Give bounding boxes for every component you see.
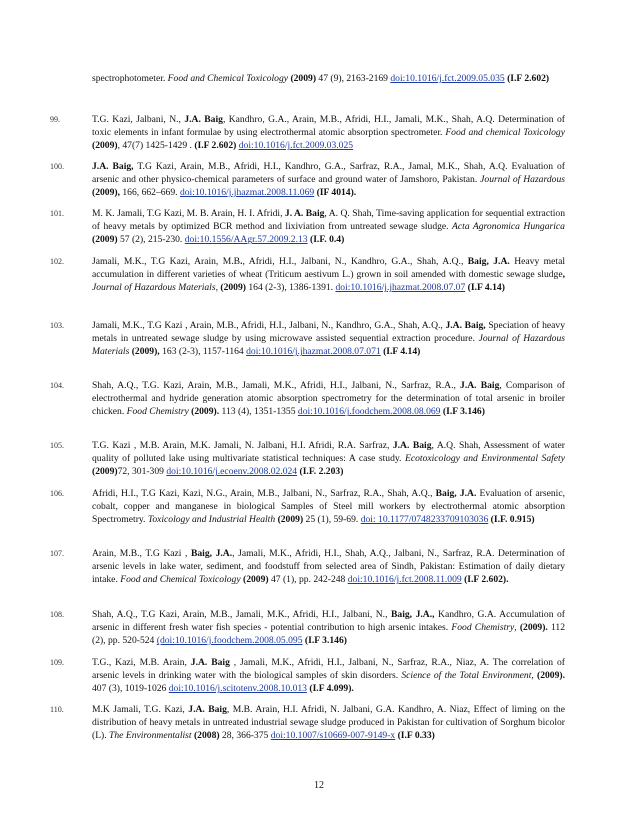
- doi-link[interactable]: doi:10.1007/s10669-007-9149-x: [270, 730, 396, 742]
- page-number: 12: [314, 780, 324, 791]
- reference-text: Afridi, H.I., T.G Kazi, Kazi, N.G., Arain, M.B., Jalbani, N., Sarfraz, R.A., Shah, A.Q., Baig, J.A. Evaluation of arsenic, cobalt, copper and manganese in biological Samples of Steel mill workers by electrothermal atomic absorption Spectrometry. Toxicology and Industrial Health (2009) 25 (1), 59-69. doi: 10.1177/0748233709103036 (I.F. 0.915): [92, 488, 565, 526]
- doi-link[interactable]: doi:10.1016/j.scitotenv.2008.10.013: [168, 683, 307, 695]
- reference-entry: [50, 160, 566, 200]
- reference-text: Arain, M.B., T.G Kazi , Baig, J.A., Jamali, M.K., Afridi, H.I., Shah, A.Q., Jalbani, N., Sarfraz, R.A. Determination of arsenic levels in lake water, sediment, and foodstuff from selected area of Sindh, Pakistan: Estimation of daily dietary intake. Food and Chemical Toxicology (2009) 47 (1), pp. 242-248 doi:10.1016/j.fct.2008.11.009 (I.F 2.602).: [92, 548, 565, 586]
- reference-entry: [50, 656, 565, 696]
- reference-entry: [50, 608, 566, 648]
- reference-text: Shah, A.Q., T.G. Kazi, Arain, M.B., Jamali, M.K., Afridi, H.I., Jalbani, N., Sarfraz, R.A., J.A. Baig, Comparison of electrothermal and hydride generation atomic absorption spectrometry for the determination of total arsenic in broiler chicken. Food Chemistry (2009). 113 (4), 1351-1355 doi:10.1016/j.foodchem.2008.08.069 (I.F 3.146): [92, 380, 565, 418]
- reference-entry: [50, 255, 565, 295]
- reference-number: 110.: [50, 705, 64, 714]
- reference-text: Jamali, M.K., T.G Kazi, Arain, M.B., Afridi, H.I., Jalbani, N., Kandhro, G.A., Shah, A.Q., Baig, J.A. Heavy metal accumulation in different varieties of wheat (Triticum aestivum L.) grown in soil amended with domestic sewage sludge, Journal of Hazardous Materials, (2009) 164 (2-3), 1386-1391. doi:10.1016/j.jhazmat.2008.07.07 (I.F 4.14): [92, 256, 565, 294]
- reference-number: 101.: [50, 209, 64, 218]
- doi-link[interactable]: doi:10.1016/j.ecoenv.2008.02.024: [166, 466, 298, 478]
- doi-link[interactable]: doi:10.1556/AAgr.57.2009.2.13: [184, 234, 308, 246]
- reference-number: 108.: [50, 610, 64, 619]
- reference-text: T.G. Kazi, Jalbani, N., J.A. Baig, Kandhro, G.A., Arain, M.B., Afridi, H.I., Jamali, M.K., Shah, A.Q. Determination of toxic elements in infant formulae by using electrothermal atomic absorption spectrometer. Food and chemical Toxicology (2009), 47(7) 1425-1429 . (I.F 2.602) doi:10.1016/j.fct.2009.03.025: [92, 114, 565, 152]
- reference-text: M.K Jamali, T.G. Kazi, J.A. Baig, M.B. Arain, H.I. Afridi, N. Jalbani, G.A. Kandhro, A. Niaz, Effect of liming on the distribution of heavy metals in untreated industrial sewage sludge produced in Pakistan for cultivation of Sorghum bicolor (L). The Environmentalist (2008) 28, 366-375 doi:10.1007/s10669-007-9149-x (I.F 0.33): [92, 704, 565, 742]
- reference-text: J.A. Baig, T.G Kazi, Arain, M.B., Afridi, H.I., Kandhro, G.A., Sarfraz, R.A., Jamal, M.K., Shah, A.Q. Evaluation of arsenic and other physico-chemical parameters of surface and ground water of Jamshoro, Pakistan. Journal of Hazardous (2009), 166, 662–669. doi:10.1016/j.jhazmat.2008.11.069 (IF 4014).: [92, 161, 566, 199]
- doi-link[interactable]: doi: 10.1177/0748233709103036: [360, 514, 489, 526]
- reference-entry: [50, 113, 565, 153]
- reference-entry: [50, 207, 566, 247]
- reference-number: 109.: [50, 658, 64, 667]
- reference-text: Jamali, M.K., T.G Kazi , Arain, M.B., Afridi, H.I., Jalbani, N., Kandhro, G.A., Shah, A.Q., J.A. Baig, Speciation of heavy metals in untreated sewage sludge by using microwave assisted sequential extraction procedure. Journal of Hazardous Materials (2009), 163 (2-3), 1157-1164 doi:10.1016/j.jhazmat.2008.07.071 (I.F 4.14): [92, 320, 566, 358]
- doi-link[interactable]: (doi:10.1016/j.foodchem.2008.05.095: [156, 635, 303, 647]
- doi-link[interactable]: doi:10.1016/j.foodchem.2008.08.069: [297, 406, 441, 418]
- reference-number: 103.: [50, 321, 64, 330]
- reference-number: 99.: [50, 115, 60, 124]
- reference-number: 102.: [50, 257, 64, 266]
- reference-entry: [92, 72, 565, 85]
- reference-entry: [50, 319, 566, 359]
- reference-entry: [50, 487, 565, 527]
- reference-entry: [50, 379, 565, 419]
- reference-text: Shah, A.Q., T.G Kazi, Arain, M.B., Jamali, M.K., Afridi, H.I., Jalbani, N., Baig, J.A., Kandhro, G.A. Accumulation of arsenic in different fresh water fish species - potential contribution to high arsenic intakes. Food Chemistry, (2009). 112 (2), pp. 520-524 (doi:10.1016/j.foodchem.2008.05.095 (I.F 3.146): [92, 609, 566, 647]
- reference-number: 106.: [50, 489, 64, 498]
- doi-link[interactable]: doi:10.1016/j.jhazmat.2008.07.071: [246, 346, 381, 358]
- doi-link[interactable]: doi:10.1016/j.fct.2008.11.009: [347, 574, 462, 586]
- doi-link[interactable]: doi:10.1016/j.jhazmat.2008.11.069: [179, 187, 315, 199]
- reference-text: T.G. Kazi , M.B. Arain, M.K. Jamali, N. Jalbani, H.I. Afridi, R.A. Sarfraz, J.A. Baig, A.Q. Shah, Assessment of water quality of polluted lake using multivariate statistical techniques: A case study. Ecotoxicology and Environmental Safety (2009)72, 301-309 doi:10.1016/j.ecoenv.2008.02.024 (I.F. 2.203): [92, 440, 565, 478]
- reference-entry: [50, 439, 565, 479]
- reference-number: 105.: [50, 441, 64, 450]
- reference-entry: [50, 703, 565, 743]
- reference-text: M. K. Jamali, T.G Kazi, M. B. Arain, H. I. Afridi, J. A. Baig, A. Q. Shah, Time-saving application for sequential extraction of heavy metals by optimized BCR method and lixiviation from untreated sewage sludge. Acta Agronomica Hungarica (2009) 57 (2), 215-230. doi:10.1556/AAgr.57.2009.2.13 (I.F. 0.4): [92, 208, 566, 246]
- reference-entry: [50, 547, 565, 587]
- reference-text: T.G., Kazi, M.B. Arain, J.A. Baig , Jamali, M.K., Afridi, H.I., Jalbani, N., Sarfraz, R.A., Niaz, A. The correlation of arsenic levels in drinking water with the biological samples of skin disorders. Science of the Total Environment, (2009). 407 (3), 1019-1026 doi:10.1016/j.scitotenv.2008.10.013 (I.F 4.099).: [92, 657, 565, 695]
- reference-number: 107.: [50, 549, 64, 558]
- doi-link[interactable]: doi:10.1016/j.fct.2009.03.025: [238, 140, 354, 152]
- reference-number: 104.: [50, 381, 64, 390]
- reference-number: 100.: [50, 162, 64, 171]
- doi-link[interactable]: doi:10.1016/j.fct.2009.05.035: [390, 73, 505, 84]
- doi-link[interactable]: doi:10.1016/j.jhazmat.2008.07.07: [335, 282, 466, 294]
- reference-text: spectrophotometer. Food and Chemical Toxicology (2009) 47 (9), 2163-2169 doi:10.1016/j.fct.2009.05.035 (I.F 2.602): [92, 73, 550, 84]
